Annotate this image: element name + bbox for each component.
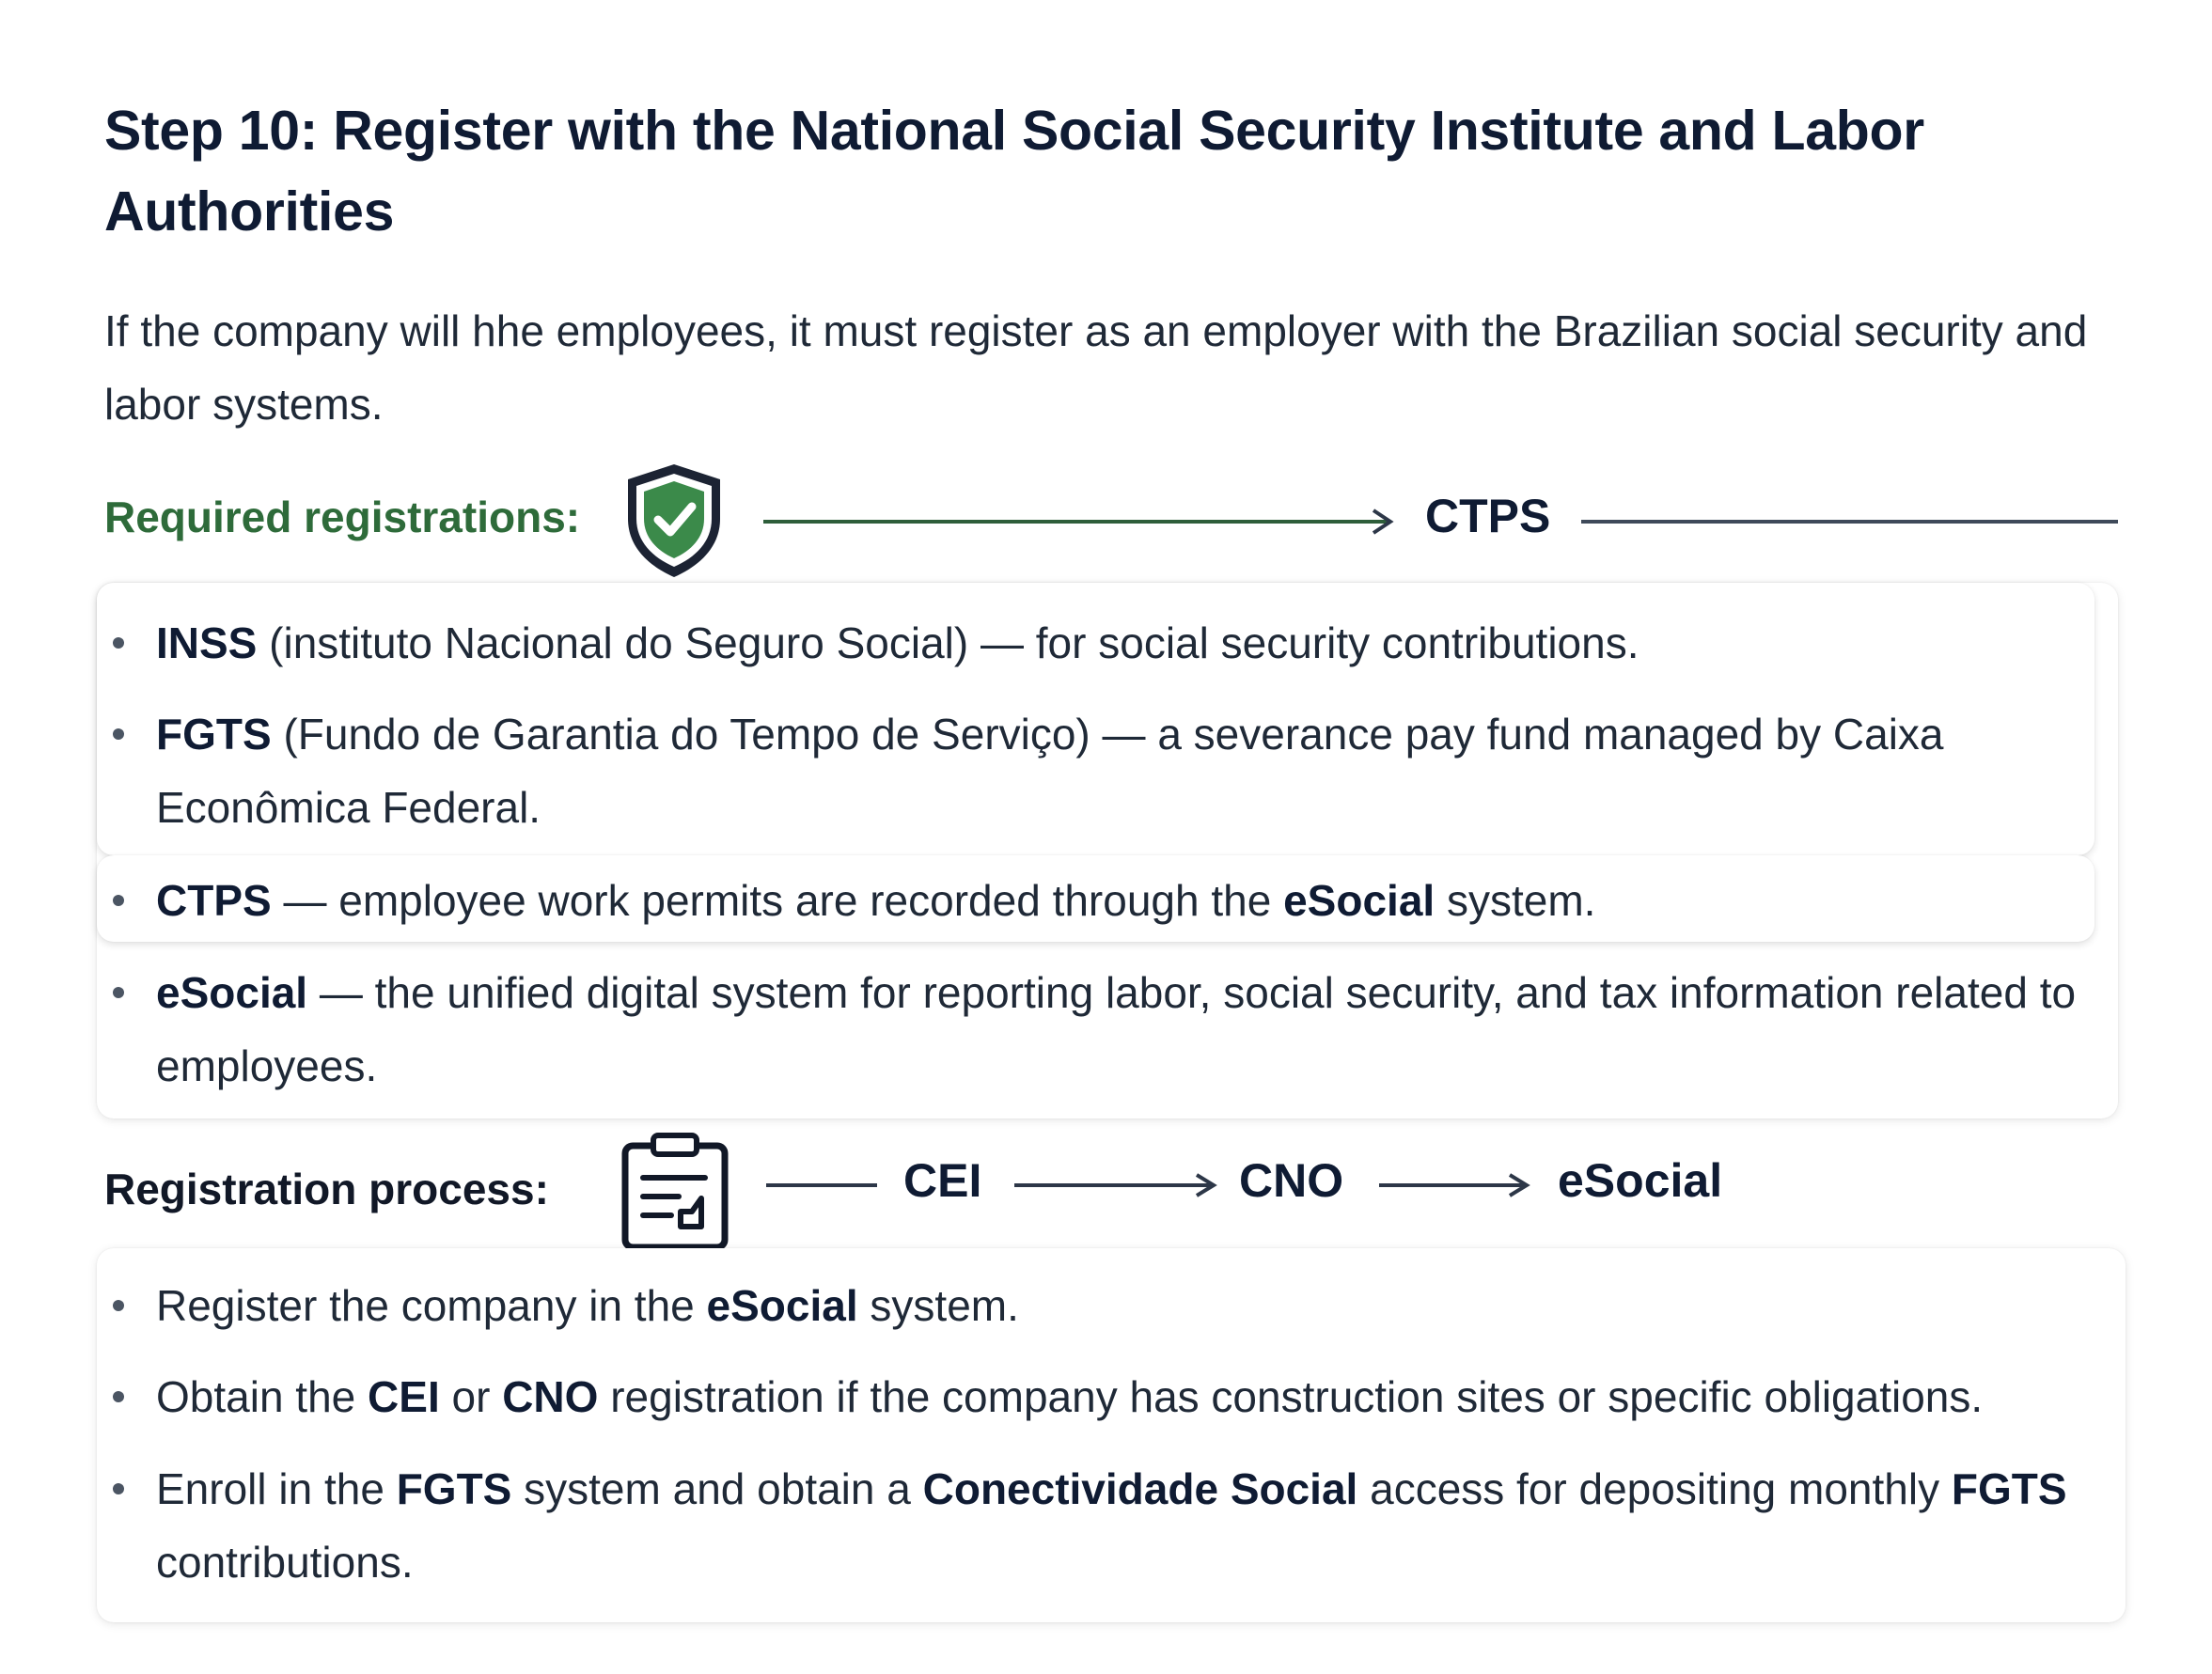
flow-node-esocial: eSocial (1558, 1154, 1723, 1207)
registration-process-header (104, 1133, 2126, 1245)
flow-node-cno: CNO (1239, 1154, 1344, 1207)
item-text: Register the company in the (156, 1281, 707, 1330)
item-description: — the unified digital system for reporting labor, social security, and tax information related to employees. (156, 968, 2077, 1090)
term-esocial: eSocial (1283, 876, 1435, 925)
item-text: registration if the company has construction sites or specific obligations. (598, 1372, 1984, 1421)
required-registrations-label: Required registrations: (104, 493, 581, 541)
item-description: (instituto Nacional do Seguro Social) — for social security contributions. (257, 618, 1639, 667)
term-fgts: FGTS (156, 710, 272, 759)
item-description: (Fundo de Garantia do Tempo de Serviço) — a severance pay fund managed by Caixa Econômica Federal. (156, 710, 1944, 832)
bullet-icon (113, 1300, 124, 1311)
item-text: contributions. (156, 1538, 414, 1587)
shield-check-icon (628, 464, 720, 577)
item-text: access for depositing monthly (1357, 1464, 1952, 1513)
term-esocial: eSocial (156, 968, 308, 1017)
clipboard-chart-icon (625, 1135, 725, 1247)
item-description: system. (1435, 876, 1596, 925)
flow-node-cei: CEI (903, 1154, 982, 1207)
item-text: or (439, 1372, 503, 1421)
item-text: Obtain the (156, 1372, 369, 1421)
required-registrations-header (104, 461, 2126, 573)
bullet-icon (113, 895, 124, 906)
term-cei: CEI (368, 1372, 440, 1421)
bullet-icon (113, 637, 124, 649)
term-esocial: eSocial (706, 1281, 858, 1330)
term-fgts: FGTS (396, 1464, 512, 1513)
registration-process-label: Registration process: (104, 1165, 549, 1213)
term-ctps: CTPS (156, 876, 272, 925)
page-title: Step 10: Register with the National Social Security Institute and Labor Authorities (104, 100, 1924, 242)
item-description: — employee work permits are recorded through the (271, 876, 1284, 925)
bullet-icon (113, 728, 124, 740)
term-conectividade-social: Conectividade Social (922, 1464, 1358, 1513)
bullet-icon (113, 1483, 124, 1494)
term-fgts: FGTS (1951, 1464, 2067, 1513)
required-flow-diagram (104, 461, 2126, 573)
bullet-icon (113, 1391, 124, 1402)
intro-paragraph: If the company will hhe employees, it must register as an employer with the Brazilian social security and labor systems. (104, 306, 2088, 429)
term-inss: INSS (156, 618, 258, 667)
flow-node-ctps: CTPS (1425, 490, 1551, 542)
process-flow-diagram (104, 1133, 2126, 1255)
item-text: system. (857, 1281, 1019, 1330)
item-text: system and obtain a (511, 1464, 923, 1513)
bullet-icon (113, 987, 124, 998)
item-text: Enroll in the (156, 1464, 397, 1513)
term-cno: CNO (502, 1372, 599, 1421)
